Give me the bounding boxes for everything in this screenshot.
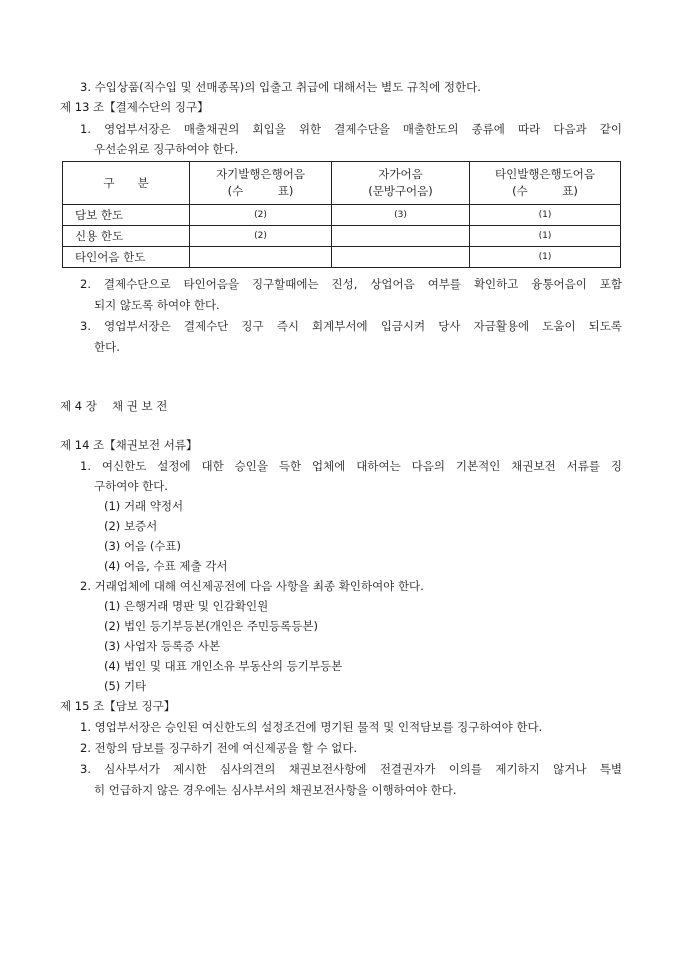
- priority-cell: [332, 247, 470, 268]
- row-label: 담보 한도: [63, 205, 190, 226]
- article-15-item-2: 2. 전항의 담보를 징구하기 전에 여신제공을 할 수 없다.: [80, 741, 358, 755]
- table-header-third-party-note-line-2: (수 표): [512, 184, 578, 198]
- table-header-own-bank-note-line-2: (수 표): [227, 184, 294, 198]
- table-row: [63, 205, 621, 226]
- list-item: (1) 은행거래 명판 및 인감확인원: [104, 599, 269, 613]
- priority-cell: [190, 247, 332, 268]
- priority-cell: [332, 226, 470, 247]
- table-header-own-bank-note-line-1: 자기발행은행어음: [216, 167, 305, 181]
- list-item: (4) 법인 및 대표 개인소유 부동산의 등기부등본: [104, 659, 343, 673]
- list-item: (3) 어음 (수표): [104, 539, 182, 553]
- table-header-own-note-line-2: (문방구어음): [368, 184, 433, 198]
- article-13-item-3-line-1: 3. 영업부서장은 결제수단 징구 즉시 회계부서에 입금시켜 당사 자금활용에 도움이 되도록: [80, 319, 622, 333]
- article-13-item-2-line-1: 2. 결제수단으로 타인어음을 징구할때에는 진성, 상업어음 여부를 확인하고 융통어음이 포함: [80, 277, 622, 291]
- article-14-item-1-line-1: 1. 여신한도 설정에 대한 승인을 득한 업체에 대하여는 다음의 기본적인 채권보전 서류를 징: [80, 459, 622, 473]
- priority-cell: (1): [470, 226, 621, 247]
- article-13-item-3-line-2: 한다.: [94, 340, 120, 354]
- priority-cell: (1): [470, 247, 621, 268]
- article-14-item-2: 2. 거래업체에 대해 여신제공전에 다음 사항을 최종 확인하여야 한다.: [80, 579, 424, 593]
- list-item: (1) 거래 약정서: [104, 499, 184, 513]
- list-item: (3) 사업자 등록증 사본: [104, 639, 221, 653]
- row-label: 신용 한도: [63, 226, 190, 247]
- table-header-third-party-note-line-1: 타인발행은행도어음: [495, 167, 595, 181]
- table-header-third-party-note: [470, 162, 621, 205]
- priority-cell: (2): [190, 226, 332, 247]
- list-item: (2) 법인 등기부등본(개인은 주민등록등본): [104, 619, 318, 633]
- article-15-heading: 제 15 조【담보 징구】: [60, 699, 176, 713]
- article-14-item-1-line-2: 구하여야 한다.: [94, 479, 168, 493]
- article-13-heading: 제 13 조【결제수단의 징구】: [60, 100, 209, 114]
- article-15-item-3-line-2: 히 언급하지 않은 경우에는 심사부서의 채권보전사항을 이행하여야 한다.: [94, 783, 457, 797]
- article-13-item-2-line-2: 되지 않도록 하여야 한다.: [94, 298, 220, 312]
- article-15-item-3-line-1: 3. 심사부서가 제시한 심사의견의 채권보전사항에 전결권자가 이의를 제기하지 않거나 특별: [80, 762, 622, 776]
- table-header-own-note: [332, 162, 470, 205]
- priority-cell: (1): [470, 205, 621, 226]
- table-header-category: 구 분: [63, 162, 190, 205]
- table-row: [63, 226, 621, 247]
- priority-cell: (2): [190, 205, 332, 226]
- table-header-own-bank-note: [190, 162, 332, 205]
- chapter-4-heading: 제 4 장 채 권 보 전: [60, 399, 168, 413]
- article-15-item-1: 1. 영업부서장은 승인된 여신한도의 설정조건에 명기된 물적 및 인적담보를 징구하여야 한다.: [80, 720, 543, 734]
- payment-priority-table: [62, 161, 621, 268]
- clause-item-3: 3. 수입상품(직수입 및 선매종목)의 입출고 취급에 대해서는 별도 규칙에 정한다.: [80, 80, 481, 94]
- list-item: (4) 어음, 수표 제출 각서: [104, 559, 228, 573]
- article-13-item-1-line-2: 우선순위로 징구하여야 한다.: [94, 142, 239, 156]
- table-row: [63, 247, 621, 268]
- table-header-own-note-line-1: 자가어음: [378, 167, 423, 181]
- list-item: (2) 보증서: [104, 519, 158, 533]
- row-label: 타인어음 한도: [63, 247, 190, 268]
- list-item: (5) 기타: [104, 679, 147, 693]
- priority-cell: (3): [332, 205, 470, 226]
- article-14-heading: 제 14 조【채권보전 서류】: [60, 438, 198, 452]
- article-13-item-1-line-1: 1. 영업부서장은 매출채권의 회입을 위한 결제수단을 매출한도의 종류에 따라 다음과 같이: [80, 122, 622, 136]
